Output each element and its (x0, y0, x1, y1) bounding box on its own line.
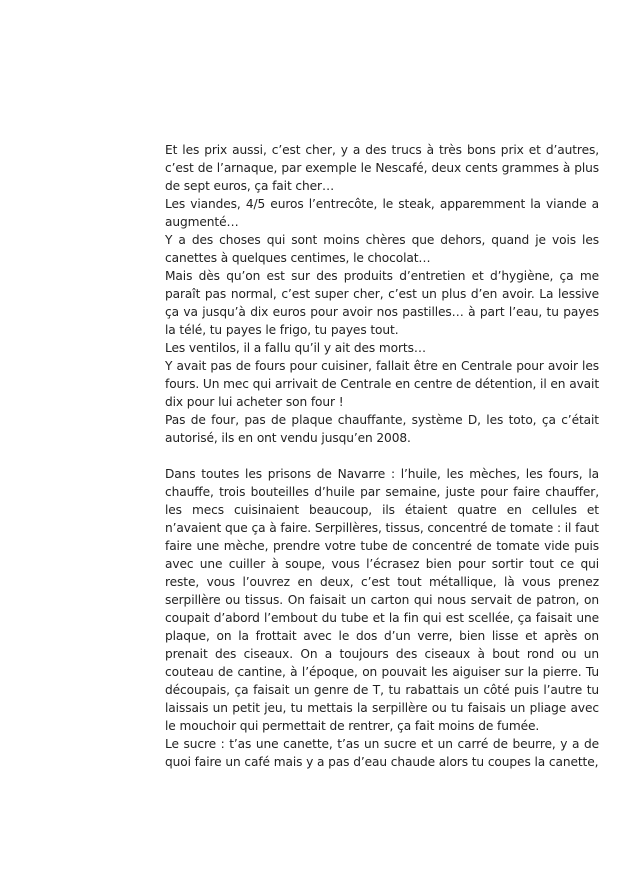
paragraph: Le sucre : t’as une canette, t’as un sucre et un carré de beurre, y a de quoi faire un café mais y a pas d’eau chaude alors tu coupes la canette, (165, 737, 599, 769)
paragraph: Dans toutes les prisons de Navarre : l’huile, les mèches, les fours, la chauffe, trois bouteilles d’huile par semaine, juste pour faire chauffer, les mecs cuisinaient beaucoup, ils étaient quatre en cellules et n’avaient que ça à faire. Serpillères, tissus, concentré de tomate : il faut faire une mèche, prendre votre tube de concentré de tomate vide puis avec une cuiller à soupe, vous l’écrasez bien pour sortir tout ce qui reste, vous l’ouvrez en deux, c’est tout métallique, là vous prenez serpillère ou tissus. On faisait un carton qui nous servait de patron, on coupait d’abord l’embout du tube et la fin qui est scellée, ça faisait une plaque, on la frottait avec le dos d’un verre, bien lisse et après on prenait des ciseaux. On a toujours des ciseaux à bout rond ou un couteau de cantine, à l’époque, on pouvait les aiguiser sur la pierre. Tu découpais, ça faisait un genre de T, tu rabattais un côté puis l’autre tu laissais un petit jeu, tu mettais la serpillère ou tu faisais un pliage avec le mouchoir qui permettait de rentrer, ça fait moins de fumée. (165, 467, 599, 733)
paragraph-gap (165, 447, 599, 465)
paragraph: Y a des choses qui sont moins chères que dehors, quand je vois les canettes à quelques centimes, le chocolat… (165, 233, 599, 265)
body-text (165, 141, 599, 771)
paragraph: Y avait pas de fours pour cuisiner, fallait être en Centrale pour avoir les fours. Un mec qui arrivait de Centrale en centre de détention, il en avait dix pour lui acheter son four ! (165, 359, 600, 409)
paragraph: Mais dès qu’on est sur des produits d’entretien et d’hygiène, ça me paraît pas normal, c’est super cher, c’est un plus d’en avoir. La lessive ça va jusqu’à dix euros pour avoir nos pastilles… à part l’eau, tu payes la télé, tu payes le frigo, tu payes tout. (165, 269, 599, 337)
paragraph: Les viandes, 4/5 euros l’entrecôte, le steak, apparemment la viande a augmenté… (165, 197, 599, 229)
paragraph: Pas de four, pas de plaque chauffante, système D, les toto, ça c’était autorisé, ils en ont vendu jusqu’en 2008. (165, 413, 599, 445)
paragraph: Les ventilos, il a fallu qu’il y ait des morts… (165, 341, 426, 355)
paragraph: Et les prix aussi, c’est cher, y a des trucs à très bons prix et d’autres, c’est de l’arnaque, par exemple le Nescafé, deux cents grammes à plus de sept euros, ça fait cher… (165, 143, 599, 193)
